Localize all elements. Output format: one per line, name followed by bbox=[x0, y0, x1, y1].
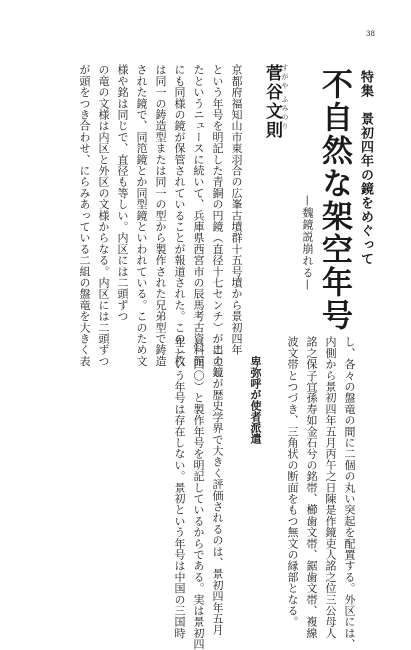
body-column: 内側から景初四年五月丙午之日陳是作鏡吏人詺之位三公母人 bbox=[324, 336, 337, 639]
body-column: 波文帯とつづき、三角状の断面をもつ無文の縁部となる。 bbox=[286, 336, 299, 628]
body-column: の竜の文様は内区と外区の文様からなる。内区には二頭ずつ bbox=[97, 64, 110, 367]
body-column: 詺之保子宜孫寿如金石兮の銘帯、櫛歯文帯、鋸歯文帯、複線 bbox=[305, 336, 318, 639]
body-column: この鏡が歴史学界で大きく評価されるのは、景初四年五月 bbox=[211, 344, 224, 636]
section-subhead: 卑弥呼が使者派遣 bbox=[249, 356, 262, 444]
body-column: が頭をつき合わせ、にらみあっている二組の盤竜を大きく表 bbox=[78, 64, 91, 367]
author-ruby: すがや ふみのり bbox=[281, 64, 289, 132]
body-column: （二四〇）と製作年号を明記しているからである。実は景初四 bbox=[192, 336, 205, 650]
series-label: 特集 景初四年の鏡をめぐって bbox=[358, 70, 373, 266]
body-column: にも同様の鏡が保管されていることが報道された。この二枚 bbox=[173, 64, 186, 367]
body-column: という年号を明記した青銅の円鏡（直径十七センチ）が出土し bbox=[211, 64, 224, 378]
body-column: された鏡で、同笵鏡とか同型鏡といわれている。このため文 bbox=[135, 64, 148, 367]
body-column: は同一の鋳造型または同一の型から製作された兄弟型で鋳造 bbox=[154, 64, 167, 367]
body-column: し、各々の盤竜の間に二個の丸い突起を配置する。外区には、 bbox=[343, 336, 356, 650]
author-name: 菅谷文則 bbox=[262, 64, 282, 140]
body-column: 年という年号は存在しない。景初という年号は中国の三国時 bbox=[173, 336, 186, 639]
page-number: 38 bbox=[366, 30, 375, 38]
article-subtitle: —魏鏡説崩れる— bbox=[301, 195, 314, 291]
body-column: 様や銘は同じで、直径も等しい。内区には二頭ずつ bbox=[116, 64, 129, 322]
body-column: 京都府福知山市東羽合の広峯古墳群十五号墳から景初四年 bbox=[230, 64, 243, 356]
body-column: たというニュースに続いて、兵庫県西宮市の辰馬考古資料館 bbox=[192, 64, 205, 367]
article-title: 不自然な架空年号 bbox=[316, 68, 352, 332]
